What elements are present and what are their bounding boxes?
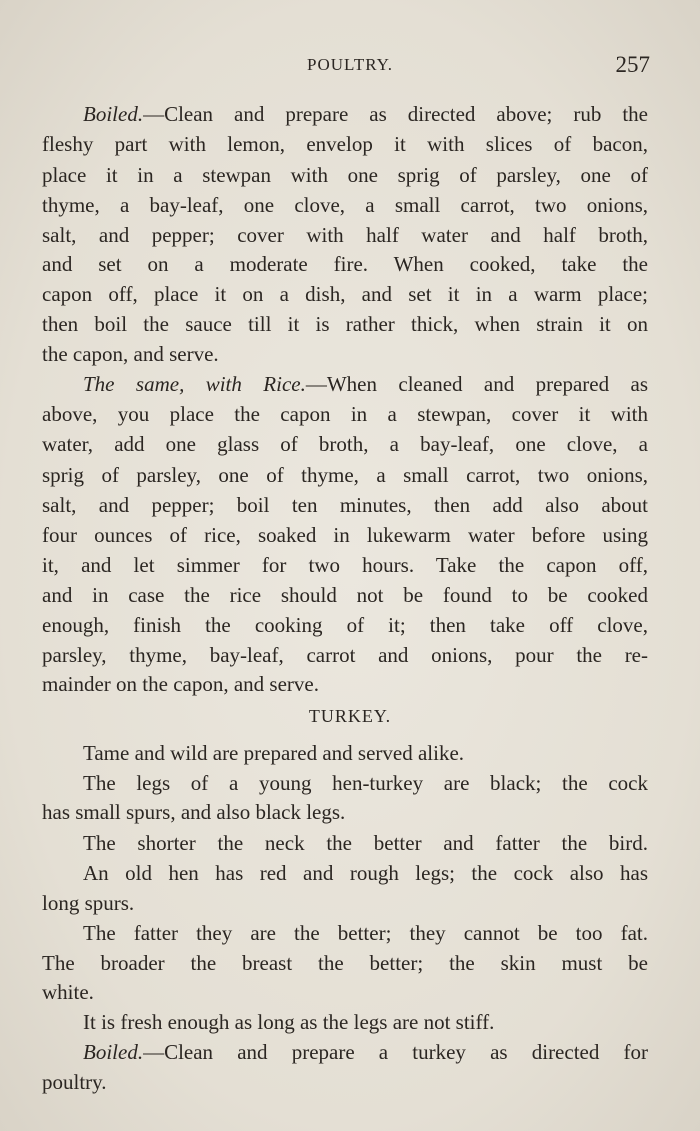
line-text: —When cleaned and prepared as [305, 372, 648, 396]
text-line [42, 252, 648, 276]
italic-subheading: Boiled. [83, 1040, 144, 1064]
line-text: water, add one glass of broth, a bay-leaf, one clove, a [42, 432, 648, 456]
text-line [83, 831, 648, 855]
page-number: 257 [615, 52, 650, 77]
line-text: thyme, a bay-leaf, one clove, a small carrot, two onions, [42, 193, 648, 217]
line-text: sprig of parsley, one of thyme, a small carrot, two onions, [42, 463, 648, 487]
line-text: fleshy part with lemon, envelop it with slices of bacon, [42, 132, 648, 156]
text-line [83, 861, 648, 885]
text-line [83, 771, 648, 795]
line-text: the capon, and serve. [42, 342, 219, 366]
text-line [83, 921, 648, 945]
text-line [42, 223, 648, 247]
text-line [42, 800, 648, 824]
text-line [42, 342, 648, 366]
line-text: —Clean and prepare as directed above; rub the [143, 102, 648, 126]
text-line [42, 193, 648, 217]
text-line [42, 643, 648, 667]
line-text: white. [42, 980, 94, 1004]
line-text: It is fresh enough as long as the legs are not stiff. [83, 1010, 495, 1034]
line-text: it, and let simmer for two hours. Take the capon off, [42, 553, 648, 577]
line-text: salt, and pepper; cover with half water and half broth, [42, 223, 648, 247]
line-text: above, you place the capon in a stewpan, cover it with [42, 402, 648, 426]
line-text: mainder on the capon, and serve. [42, 672, 319, 696]
text-line [42, 891, 648, 915]
text-line [83, 372, 648, 396]
line-text: The fatter they are the better; they cannot be too fat. [83, 921, 648, 945]
line-text: parsley, thyme, bay-leaf, carrot and onions, pour the re- [42, 643, 648, 667]
line-text: The broader the breast the better; the skin must be [42, 951, 648, 975]
line-text: TURKEY. [308, 706, 392, 726]
line-text: long spurs. [42, 891, 135, 915]
text-line [42, 980, 648, 1004]
text-line [83, 741, 648, 765]
text-line [83, 1040, 648, 1064]
text-line [42, 163, 648, 187]
line-text: poultry. [42, 1070, 107, 1094]
line-text: capon off, place it on a dish, and set it in a warm place; [42, 282, 648, 306]
line-text: salt, and pepper; boil ten minutes, then add also about [42, 493, 648, 517]
text-line [42, 132, 648, 156]
text-line [83, 102, 648, 126]
line-text: has small spurs, and also black legs. [42, 800, 346, 824]
line-text: four ounces of rice, soaked in lukewarm water before using [42, 523, 648, 547]
line-text: enough, finish the cooking of it; then take off clove, [42, 613, 648, 637]
text-line [42, 613, 648, 637]
italic-subheading: The same, with Rice. [83, 372, 306, 396]
text-line [42, 1070, 648, 1094]
line-text: —Clean and prepare a turkey as directed for [143, 1040, 648, 1064]
line-text: and in case the rice should not be found to be cooked [42, 583, 648, 607]
text-line [42, 523, 648, 547]
line-text: An old hen has red and rough legs; the cock also has [83, 861, 648, 885]
text-line [42, 432, 648, 456]
running-head: POULTRY. [307, 55, 393, 74]
text-line [42, 583, 648, 607]
text-line [42, 282, 648, 306]
section-heading [0, 704, 700, 728]
line-text: place it in a stewpan with one sprig of parsley, one of [42, 163, 648, 187]
text-line [42, 951, 648, 975]
line-text: and set on a moderate fire. When cooked, take the [42, 252, 648, 276]
text-line [42, 402, 648, 426]
line-text: Tame and wild are prepared and served alike. [83, 741, 465, 765]
line-text: The legs of a young hen-turkey are black; the cock [83, 771, 648, 795]
text-line [42, 312, 648, 336]
text-line [83, 1010, 648, 1034]
text-line [42, 493, 648, 517]
line-text: then boil the sauce till it is rather thick, when strain it on [42, 312, 648, 336]
text-line [42, 672, 648, 696]
text-line [42, 463, 648, 487]
text-line [42, 553, 648, 577]
line-text: The shorter the neck the better and fatter the bird. [83, 831, 648, 855]
italic-subheading: Boiled. [83, 102, 144, 126]
